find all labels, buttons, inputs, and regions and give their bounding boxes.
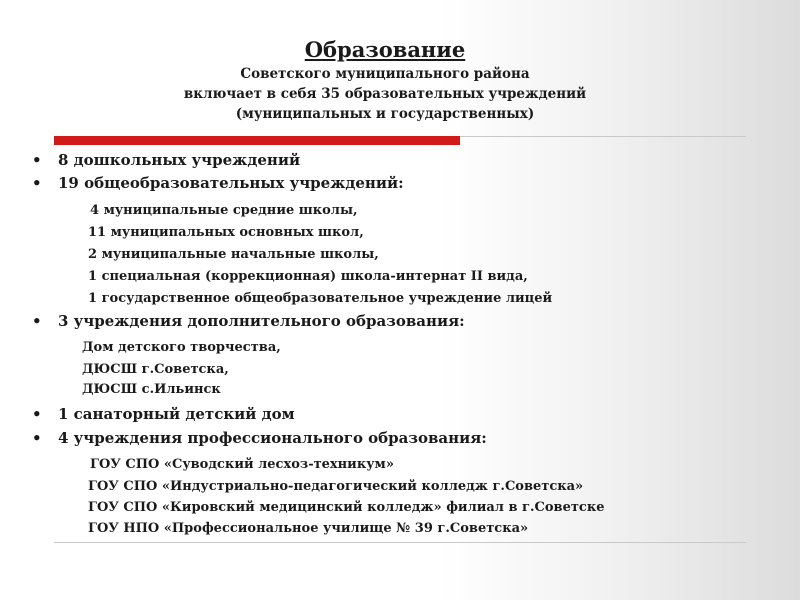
bottom-divider xyxy=(54,542,746,543)
sub-item: ГОУ СПО «Суводский лесхоз-техникум» xyxy=(90,457,394,472)
subtitle-line-2: включает в себя 35 образовательных учреждений xyxy=(183,86,587,102)
bullet-icon: • xyxy=(32,405,42,423)
subtitle-line-1: Советского муниципального района xyxy=(240,66,530,82)
subtitle-line-3: (муниципальных и государственных) xyxy=(235,106,535,122)
sub-item: ГОУ СПО «Кировский медицинский колледж» филиал в г.Советске xyxy=(88,500,605,515)
sub-item: ГОУ НПО «Профессиональное училище № 39 г.Советска» xyxy=(88,521,529,536)
bullet-icon: • xyxy=(32,151,42,169)
sub-item: Дом детского творчества, xyxy=(82,340,281,355)
list-item-preschool xyxy=(32,150,300,170)
sub-item: 1 государственное общеобразовательное учреждение лицей xyxy=(88,291,553,306)
sub-item: ГОУ СПО «Индустриально-педагогический колледж г.Советска» xyxy=(88,479,584,494)
bullet-icon: • xyxy=(32,429,42,447)
top-accent-bar xyxy=(54,136,460,145)
list-item-professional-education xyxy=(32,428,487,448)
list-item-text: 3 учреждения дополнительного образования: xyxy=(58,312,465,330)
list-item-text: 19 общеобразовательных учреждений: xyxy=(58,174,404,192)
bullet-icon: • xyxy=(32,174,42,192)
sub-item: ДЮСШ с.Ильинск xyxy=(82,382,221,397)
sub-item: ДЮСШ г.Советска, xyxy=(82,362,229,377)
list-item-text: 4 учреждения профессионального образования: xyxy=(58,429,487,447)
list-item-orphanage xyxy=(32,404,295,424)
sub-item: 1 специальная (коррекционная) школа-интернат II вида, xyxy=(88,269,528,284)
sub-item: 11 муниципальных основных школ, xyxy=(88,225,364,240)
list-item-text: 1 санаторный детский дом xyxy=(58,405,295,423)
title-block xyxy=(150,36,620,124)
sub-item: 4 муниципальные средние школы, xyxy=(90,203,358,218)
list-item-text: 8 дошкольных учреждений xyxy=(58,151,301,169)
sub-item: 2 муниципальные начальные школы, xyxy=(88,247,379,262)
list-item-general-education xyxy=(32,173,404,193)
slide-title: Образование xyxy=(304,37,466,62)
bullet-icon: • xyxy=(32,312,42,330)
list-item-additional-education xyxy=(32,311,465,331)
